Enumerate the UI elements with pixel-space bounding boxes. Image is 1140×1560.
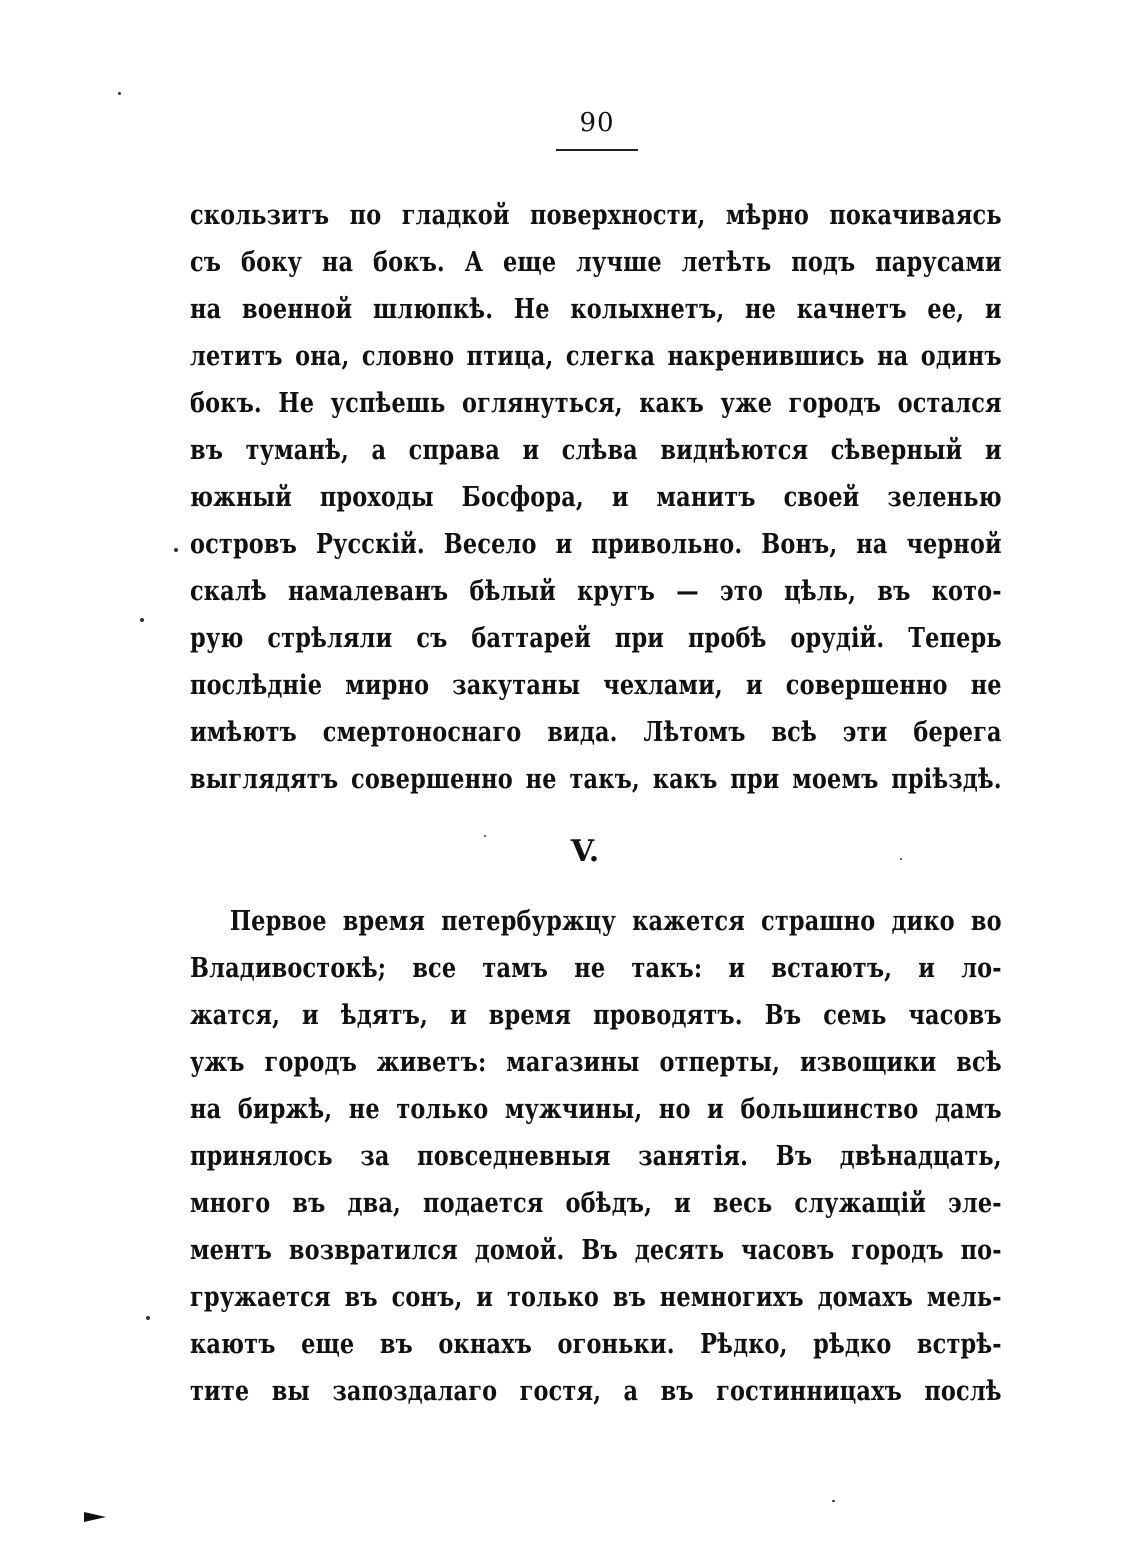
scan-speck xyxy=(140,618,144,622)
text-line: бокъ. Не успѣешь оглянуться, какъ уже городъ остался xyxy=(190,388,1002,419)
text-line: каютъ еще въ окнахъ огоньки. Рѣдко, рѣдко встрѣ- xyxy=(190,1329,1002,1360)
page-number-rule xyxy=(556,149,638,151)
section-heading: V. xyxy=(570,834,600,869)
text-line: на биржѣ, не только мужчины, но и большинство дамъ xyxy=(190,1094,1002,1125)
text-line: выглядятъ совершенно не такъ, какъ при моемъ пріѣздѣ. xyxy=(190,764,1002,795)
scan-speck xyxy=(832,1500,835,1502)
scan-speck xyxy=(146,1316,150,1320)
scan-speck xyxy=(174,548,178,552)
text-line: скользитъ по гладкой поверхности, мѣрно покачиваясь xyxy=(190,200,1002,231)
text-line: послѣдніе мирно закутаны чехлами, и совершенно не xyxy=(190,670,1002,701)
text-line: Первое время петербуржцу кажется страшно дико во xyxy=(229,906,1002,937)
scan-speck xyxy=(900,858,902,860)
text-line: имѣютъ смертоноснаго вида. Лѣтомъ всѣ эти берега xyxy=(190,717,1002,748)
paragraph-2 xyxy=(190,898,1002,1415)
scan-speck xyxy=(118,92,121,95)
text-line: летитъ она, словно птица, слегка накренившись на одинъ xyxy=(190,341,1002,372)
text-line: рую стрѣляли съ баттарей при пробѣ орудій. Теперь xyxy=(190,623,1002,654)
scan-speck xyxy=(484,835,486,837)
text-line: ужъ городъ живетъ: магазины отперты, извощики всѣ xyxy=(190,1047,1002,1078)
scan-arrow-mark xyxy=(84,1512,106,1522)
text-line: на военной шлюпкѣ. Не колыхнетъ, не качнетъ ее, и xyxy=(190,294,1002,325)
text-line: Владивостокѣ; все тамъ не такъ: и встаютъ, и ло- xyxy=(190,953,1002,984)
text-line: жатся, и ѣдятъ, и время проводятъ. Въ семь часовъ xyxy=(190,1000,1002,1031)
text-line: южный проходы Босфора, и манитъ своей зеленью xyxy=(190,482,1002,513)
text-line: ментъ возвратился домой. Въ десять часовъ городъ по- xyxy=(190,1235,1002,1266)
text-line: принялось за повседневныя занятія. Въ двѣнадцать, xyxy=(190,1141,1002,1172)
text-line: гружается въ сонъ, и только въ немногихъ домахъ мель- xyxy=(190,1282,1002,1313)
text-line: тите вы запоздалаго гостя, а въ гостинницахъ послѣ xyxy=(190,1376,1002,1407)
text-line: съ боку на бокъ. А еще лучше летѣть подъ парусами xyxy=(190,247,1002,278)
text-line: много въ два, подается обѣдъ, и весь служащій эле- xyxy=(190,1188,1002,1219)
text-line: островъ Русскій. Весело и привольно. Вонъ, на черной xyxy=(190,529,1002,560)
paragraph-1 xyxy=(190,192,1002,803)
text-line: въ туманѣ, а справа и слѣва виднѣются сѣверный и xyxy=(190,435,1002,466)
page-number: 90 xyxy=(579,108,615,138)
text-line: скалѣ намалеванъ бѣлый кругъ — это цѣль, въ кото- xyxy=(190,576,1002,607)
